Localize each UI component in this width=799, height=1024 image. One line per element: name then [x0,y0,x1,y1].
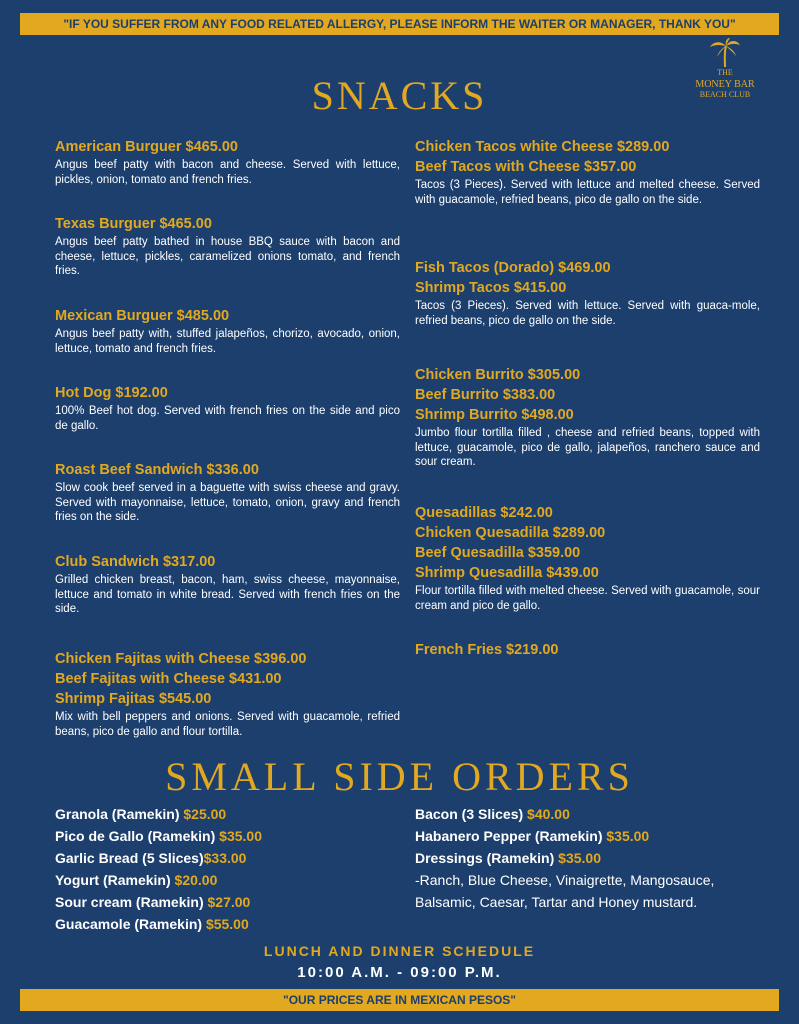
side-item-price: $40.00 [527,806,570,822]
item-name: Beef Quesadilla $359.00 [415,545,581,561]
menu-item [415,258,760,328]
side-item [55,891,262,913]
side-item [55,847,262,869]
allergy-banner: "IF YOU SUFFER FROM ANY FOOD RELATED ALLERGY, PLEASE INFORM THE WAITER OR MANAGER, THANK YOU" [20,13,779,35]
side-orders-right [415,803,745,913]
menu-item [415,640,760,660]
logo-subtitle: BEACH CLUB [699,90,751,99]
item-description: Slow cook beef served in a baguette with swiss cheese and gravy. Served with mayonnaise, lettuce, tomato, onion, gravy and french fries on the side. [55,482,400,523]
item-name: Shrimp Fajitas $545.00 [55,691,212,707]
side-item [415,825,745,847]
side-item-name: Sour cream (Ramekin) [55,894,208,910]
menu-item [55,460,400,525]
item-name: Texas Burguer $465.00 [55,216,212,232]
side-item-price: $55.00 [205,916,249,932]
side-item-name: Garlic Bread (5 Slices) [55,850,204,866]
item-description: Mix with bell peppers and onions. Served with guacamole, refried beans, pico de gallo and flour tortilla. [55,711,400,738]
item-name: Shrimp Burrito $498.00 [415,407,574,423]
side-item-name: Pico de Gallo (Ramekin) [55,828,220,844]
side-item [55,803,262,825]
item-name: Beef Fajitas with Cheese $431.00 [55,671,282,687]
item-name: Beef Tacos with Cheese $357.00 [415,159,637,175]
side-item-price: $35.00 [558,850,601,866]
item-description: Angus beef patty with, stuffed jalapeños, chorizo, avocado, onion, lettuce, tomato and french fries. [55,328,400,355]
side-item-price: $35.00 [219,828,262,844]
menu-item [55,306,400,356]
item-name: Chicken Fajitas with Cheese $396.00 [55,651,307,667]
item-description: Grilled chicken breast, bacon, ham, swiss cheese, mayonnaise, lettuce and tomato in white bread. Served with french fries on the side. [55,574,400,615]
menu-item [55,214,400,279]
palm-tree-icon [708,38,742,68]
item-description: 100% Beef hot dog. Served with french fries on the side and pico de gallo. [55,405,400,432]
side-item-name: Bacon (3 Slices) [415,806,528,822]
side-item [415,847,745,869]
menu-item [55,383,400,433]
snacks-title: SNACKS [311,73,488,118]
side-item [55,913,262,935]
side-item-price: $27.00 [207,894,251,910]
side-item-price: $20.00 [174,872,218,888]
item-name: Hot Dog $192.00 [55,385,168,401]
schedule-hours: 10:00 A.M. - 09:00 P.M. [297,964,502,981]
item-name: Fish Tacos (Dorado) $469.00 [415,260,611,276]
side-item [415,803,745,825]
dressings-note: -Ranch, Blue Cheese, Vinaigrette, Mangosauce, Balsamic, Caesar, Tartar and Honey mustard. [415,872,715,910]
side-item [55,869,262,891]
side-item [55,825,262,847]
side-item-name: Dressings (Ramekin) [415,850,559,866]
item-name: Shrimp Tacos $415.00 [415,280,567,296]
item-description: Tacos (3 Pieces). Served with lettuce and melted cheese. Served with guacamole, refried beans, pico de gallo on the side. [415,179,760,206]
item-description: Angus beef patty with bacon and cheese. Served with lettuce, pickles, onion, tomato and french fries. [55,159,400,186]
side-item-name: Granola (Ramekin) [55,806,184,822]
side-item-price: $33.00 [203,850,247,866]
side-item-price: $25.00 [183,806,227,822]
item-name: Chicken Quesadilla $289.00 [415,525,606,541]
item-name: Chicken Burrito $305.00 [415,367,581,383]
item-name: Quesadillas $242.00 [415,505,553,521]
item-name: Mexican Burguer $485.00 [55,308,230,324]
logo-name: MONEY BAR [695,79,755,90]
item-name: French Fries $219.00 [415,642,559,658]
menu-item [55,137,400,187]
item-name: American Burguer $465.00 [55,139,238,155]
item-name: Chicken Tacos white Cheese $289.00 [415,139,670,155]
menu-item [415,365,760,470]
menu-item [55,552,400,617]
side-item-name: Yogurt (Ramekin) [55,872,175,888]
schedule-heading: LUNCH AND DINNER SCHEDULE [263,943,536,959]
menu-item [55,649,400,739]
item-name: Club Sandwich $317.00 [55,554,216,570]
side-item-price: $35.00 [606,828,650,844]
item-name: Shrimp Quesadilla $439.00 [415,565,599,581]
side-item-name: Guacamole (Ramekin) [55,916,206,932]
logo-the: THE [717,68,733,77]
currency-banner: "OUR PRICES ARE IN MEXICAN PESOS" [20,989,779,1011]
menu-item [415,137,760,207]
item-description: Angus beef patty bathed in house BBQ sauce with bacon and cheese, lettuce, pickles, caramelized onions tomato, and french fries. [55,236,400,277]
item-description: Flour tortilla filled with melted cheese. Served with guacamole, sour cream and pico de gallo. [415,585,760,612]
side-item-name: Habanero Pepper (Ramekin) [415,828,607,844]
item-description: Tacos (3 Pieces). Served with lettuce. Served with guaca-mole, refried beans, pico de gallo on the side. [415,300,760,327]
item-description: Jumbo flour tortilla filled , cheese and refried beans, topped with lettuce, guacamole, pico de gallo, jalapeños, ranchero sauce and sour cream. [415,427,760,468]
side-orders-left [55,803,262,935]
menu-item [415,503,760,613]
side-orders-title: SMALL SIDE ORDERS [165,754,634,799]
item-name: Roast Beef Sandwich $336.00 [55,462,259,478]
item-name: Beef Burrito $383.00 [415,387,556,403]
